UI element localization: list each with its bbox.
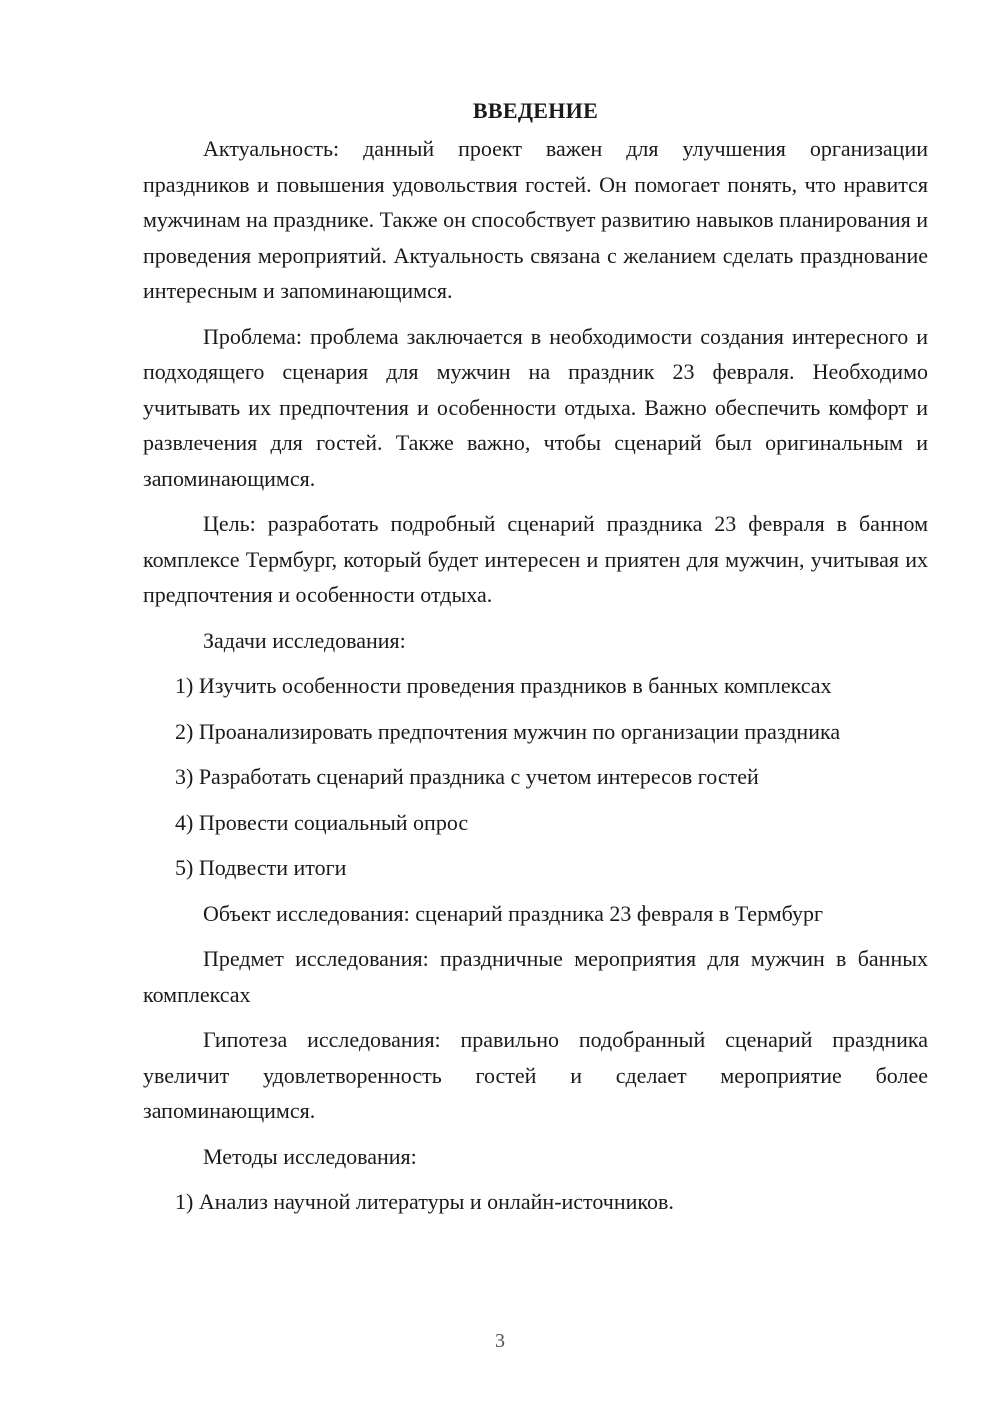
- subject-paragraph: Предмет исследования: праздничные мероприятия для мужчин в банных комплексах: [143, 946, 928, 1007]
- problem-paragraph: Проблема: проблема заключается в необходимости создания интересного и подходящего сценария для мужчин на праздник 23 февраля. Необходимо учитывать их предпочтения и особенности отдыха. Важно обеспечить комфорт и развлечения для гостей. Также важно, чтобы сценарий был оригинальным и запоминающимся.: [143, 323, 928, 491]
- page-number: 3: [495, 1330, 505, 1352]
- task-item-3: 3) Разработать сценарий праздника с учетом интересов гостей: [175, 764, 759, 789]
- document-title: ВВЕДЕНИЕ: [472, 98, 599, 123]
- method-item-1: 1) Анализ научной литературы и онлайн-источников.: [175, 1189, 674, 1214]
- task-item-1: 1) Изучить особенности проведения праздников в банных комплексах: [175, 673, 832, 698]
- tasks-heading: Задачи исследования:: [203, 627, 406, 653]
- relevance-paragraph: Актуальность: данный проект важен для улучшения организации праздников и повышения удовольствия гостей. Он помогает понять, что нравится мужчинам на празднике. Также он способствует развитию навыков планирования и проведения мероприятий. Актуальность связана с желанием сделать празднование интересным и запоминающимся.: [143, 136, 929, 303]
- object-paragraph: Объект исследования: сценарий праздника 23 февраля в Термбург: [203, 900, 824, 926]
- goal-paragraph: Цель: разработать подробный сценарий праздника 23 февраля в банном комплексе Термбург, который будет интересен и приятен для мужчин, учитывая их предпочтения и особенности отдыха.: [143, 511, 928, 607]
- hypothesis-paragraph: Гипотеза исследования: правильно подобранный сценарий праздника увеличит удовлетворенность гостей и сделает мероприятие более запоминающимся.: [143, 1027, 928, 1123]
- document-page: [143, 93, 928, 1230]
- task-item-4: 4) Провести социальный опрос: [175, 809, 469, 835]
- task-item-5: 5) Подвести итоги: [175, 855, 347, 880]
- methods-heading: Методы исследования:: [203, 1143, 417, 1169]
- task-item-2: 2) Проанализировать предпочтения мужчин по организации праздника: [175, 718, 841, 744]
